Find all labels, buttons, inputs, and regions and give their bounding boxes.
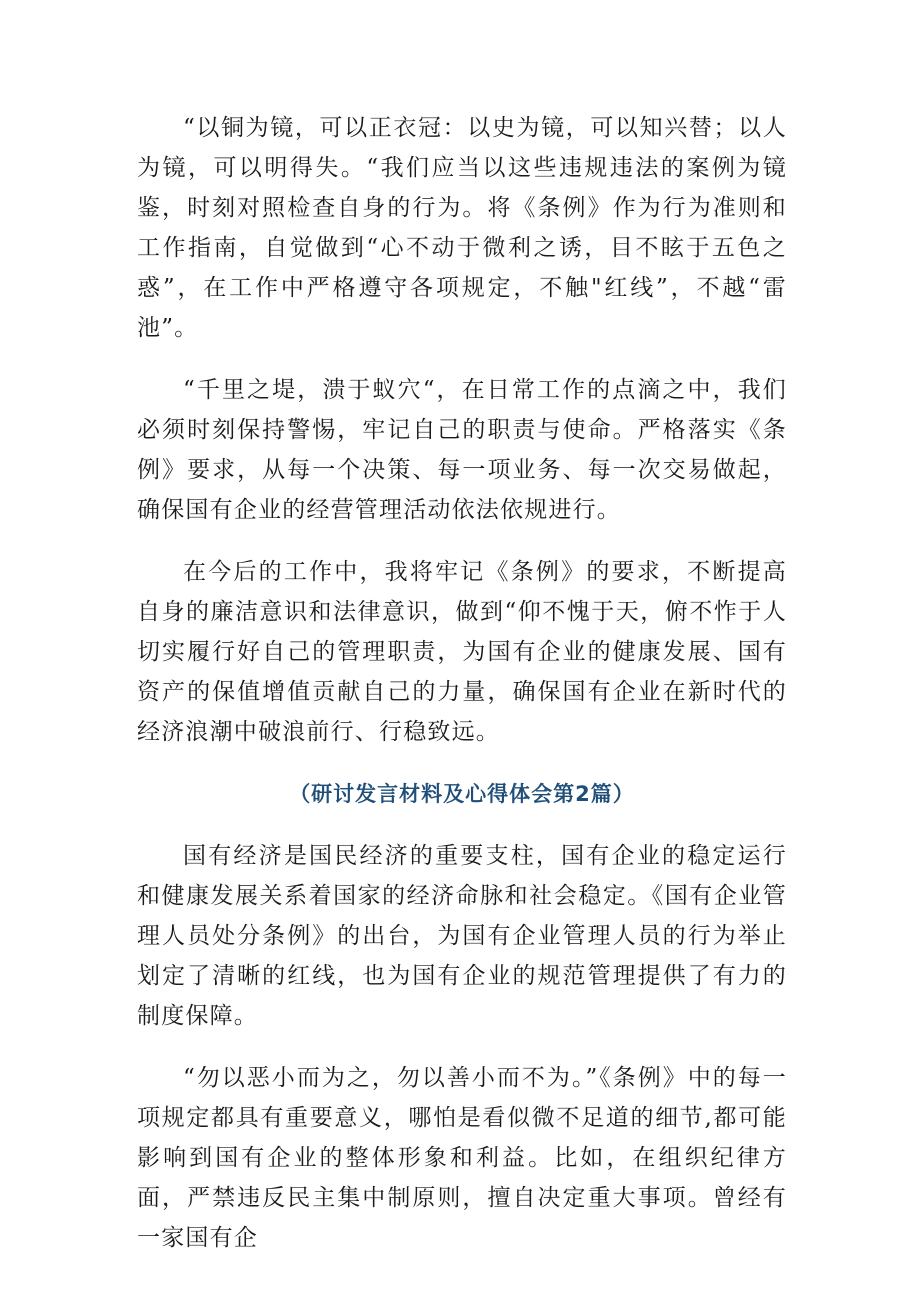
body-paragraph: “千里之堤，溃于蚁穴“，在日常工作的点滴之中，我们必须时刻保持警惕，牢记自己的职责与使命。严格落实《条例》要求，从每一个决策、每一项业务、每一次交易做起，确保国有企业的经营管理活动依法依规进行。 <box>137 377 787 523</box>
body-paragraph: “以铜为镜，可以正衣冠：以史为镜，可以知兴替；以人为镜，可以明得失。“我们应当以这些违规违法的案例为镜鉴，时刻对照检查自身的行为。将《条例》作为行为准则和工作指南，自觉做到“心不动于微利之诱，目不眩于五色之惑”，在工作中严格遵守各项规定，不触"红线”，不越“雷池”。 <box>137 115 787 341</box>
body-paragraph: 在今后的工作中，我将牢记《条例》的要求，不断提高自身的廉洁意识和法律意识，做到“仰不愧于天，俯不怍于人切实履行好自己的管理职责，为国有企业的健康发展、国有资产的保值增值贡献自己的力量，确保国有企业在新时代的经济浪潮中破浪前行、行稳致远。 <box>137 559 787 745</box>
body-paragraph: “勿以恶小而为之，勿以善小而不为。”《条例》中的每一项规定都具有重要意义，哪怕是看似微不足道的细节,都可能影响到国有企业的整体形象和利益。比如，在组织纪律方面，严禁违反民主集中制原则，擅自决定重大事项。曾经有一家国有企 <box>137 1065 787 1251</box>
section-heading: （研讨发言材料及心得体会第2篇） <box>289 782 635 806</box>
document-body <box>137 108 787 1258</box>
body-paragraph: 国有经济是国民经济的重要支柱，国有企业的稳定运行和健康发展关系着国家的经济命脉和社会稳定。《国有企业管理人员处分条例》的出台，为国有企业管理人员的行为举止划定了清晰的红线，也为国有企业的规范管理提供了有力的制度保障。 <box>137 843 787 1029</box>
